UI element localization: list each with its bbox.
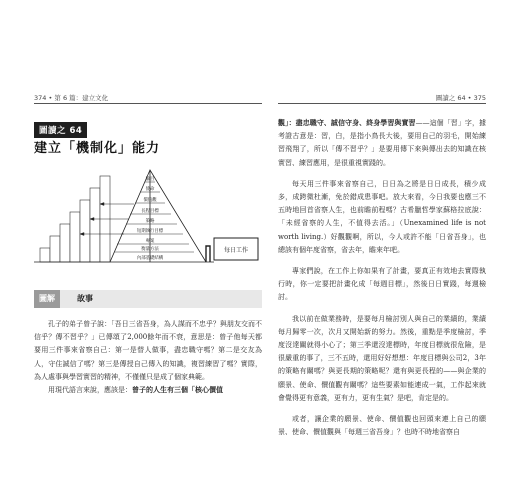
section-tag: 圖讀之 64 (34, 122, 87, 138)
daily-work-connector (206, 246, 210, 262)
right-paragraph-2: 每天用三件事來省察自己，日日為之將是日日成長，積少成多，成跨微杜漸，免於錯成患事吧。放大來看，今日我要也應三不五時地回首省察人生，也前瞻前程嗎？古希臘哲學家蘇格拉底說：「未經省察的人生，不值得去活。」（Unexamined life is not worth living.）好觀觀啊，所以，今人或許不能「日省吾身」，也總該有個年度省察，省去年，瞻來年吧。 (278, 179, 486, 254)
page-header-left: 374 • 第 6 篇：建立文化 (34, 94, 109, 102)
header-rule-left (34, 103, 262, 104)
pyramid-level-0: 驗目 (145, 177, 155, 182)
daily-work-label: 每日工作 (223, 247, 249, 254)
tag-bar (34, 290, 262, 308)
pyramid-level-4: 策略 (145, 219, 155, 224)
pyramid-level-6: 專案 (145, 239, 155, 244)
left-bold-tail: 曾子的人生有三個「核心價值 (132, 386, 223, 395)
right-paragraph-4: 我以前在做業務時，是要每月檢討別人與自己的業績的，業績每月歸零一次，次月又開始新的努力。然後，重點是季度檢討，季度沒達關就得小心了；第三季還沒達標時，年度目標就很危險，是很嚴重的事了，三不五時，還用好好想想：年度目標與公司2，3年的策略有關嗎？與更長期的策略呢？還有與更長程的——與企業的願景、使命、價值觀有關嗎？這些要素如能連成一氣，工作起來就會覺得更有意義，更有力，更有生氣？是吧，肯定是的。 (278, 314, 486, 402)
section-title: 建立「機制化」能力 (34, 141, 161, 156)
right-column-text (278, 117, 486, 447)
pyramid-diagram (34, 162, 262, 270)
page-header-right: 圖讀之 64 • 375 (435, 94, 486, 102)
right-paragraph-1: 觀」：盡忠職守、誠信守身、終身學習與實習——這個「習」字，據考證古意是：習，白，是指小鳥長大後，要用自己的羽毛，開始練習飛翔了，所以「傳不習乎？」是要用傳下來與傳出去的知識在核實習、練習應用，是很重視實踐的。 (278, 119, 487, 167)
pyramid-level-3: 長程目標 (141, 209, 159, 214)
pyramid-level-2: 價值觀 (143, 198, 157, 203)
left-column-text (34, 318, 262, 397)
tag-story: 故事 (77, 294, 93, 303)
left-paragraph-1: 孔子的弟子曾子說：「吾日三省吾身，為人謀而不忠乎？與朋友交而不信乎？傳不習乎？」已傳頌了2,000餘年而不衰，意思是：曾子他每天都要用三件事來省察自己：第一是替人做事，盡忠職守嗎？第二是交友為人，守住誠信了嗎？第三是傳授自己傳入的知識，複習練習了嗎？實際，為人處事與學習實習的精神，不僅僅只是成了個家典範。 (34, 320, 262, 381)
pyramid-level-5: 短期執行目標 (136, 229, 164, 234)
pyramid-level-8: 內部基礎結構 (136, 256, 164, 261)
header-rule-right (278, 103, 486, 104)
right-paragraph-5: 或者，讓企業的願景、使命、價值觀也回頭來連上自己的願景、使命、價值觀與「每週三省吾身」？也時不時地省察自 (278, 415, 486, 437)
pyramid-level-1: 使命 (145, 187, 155, 192)
pyramid-level-7: 衡量方法 (141, 247, 159, 252)
right-paragraph-3: 專家們說，在工作上你如果有了計畫，要真正有效地去實際執行時，你一定要把計畫化成「每週目標」，然後日日實踐，每週檢討。 (278, 267, 486, 302)
left-paragraph-2: 用現代語言來說，應該是：曾子的人生有三個「核心價值 (48, 386, 223, 395)
tag-illustration: 圖解 (34, 290, 60, 308)
